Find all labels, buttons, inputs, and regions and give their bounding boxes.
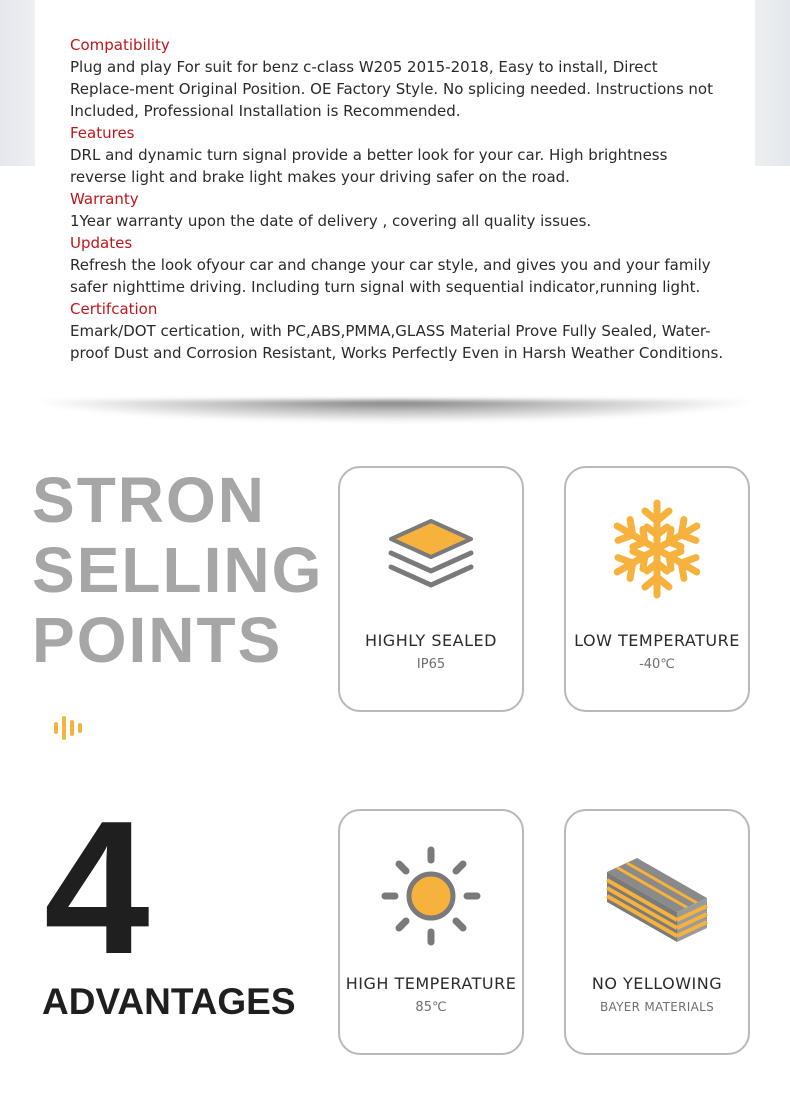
spec-heading: Compatibility [70, 36, 170, 54]
headline-line-1: STRON [32, 464, 266, 536]
spec-heading: Features [70, 124, 135, 142]
spec-heading: Certifcation [70, 300, 158, 318]
spec-warranty [70, 188, 755, 232]
spec-features [70, 122, 755, 188]
material-stack-icon [597, 850, 717, 950]
spec-text: Emark/DOT certication, with PC,ABS,PMMA,GLASS Material Prove Fully Sealed, Water-proof Dust and Corrosion Resistant, Works Perfectly Even in Harsh Weather Conditions. [70, 322, 724, 362]
card-shadow [40, 400, 750, 422]
feature-subtitle: BAYER MATERIALS [599, 1000, 714, 1014]
spec-compatibility [70, 34, 755, 122]
feature-subtitle: -40℃ [639, 657, 675, 672]
sun-icon [376, 841, 486, 951]
feature-title: HIGH TEMPERATURE [345, 974, 517, 993]
snowflake-icon [602, 494, 712, 604]
layers-icon [381, 517, 481, 601]
spec-updates [70, 232, 755, 298]
headline-line-3: POINTS [32, 604, 283, 676]
feature-card-no-yellowing [564, 809, 750, 1055]
spec-certification [70, 298, 755, 364]
spec-text: DRL and dynamic turn signal provide a better look for your car. High brightness reverse light and brake light makes your driving safer on the road. [70, 146, 668, 186]
feature-subtitle: IP65 [416, 657, 446, 672]
feature-subtitle: 85℃ [415, 1000, 447, 1015]
spec-text: 1Year warranty upon the date of delivery , covering all quality issues. [70, 212, 592, 230]
feature-title: LOW TEMPERATURE [574, 631, 740, 650]
spec-heading: Updates [70, 234, 133, 252]
feature-card-high-temp [338, 809, 524, 1055]
feature-card-low-temp [564, 466, 750, 712]
spec-text: Plug and play For suit for benz c-class W205 2015-2018, Easy to install, Direct Replace-ment Original Position. OE Factory Style. No splicing needed. lnstructions not Included, Professional Installation is Recommended. [70, 58, 713, 120]
advantages-label: ADVANTAGES [42, 981, 296, 1022]
feature-title: HIGHLY SEALED [365, 631, 497, 650]
advantage-count: 4 [44, 782, 150, 994]
feature-card-sealed [338, 466, 524, 712]
spec-heading: Warranty [70, 190, 139, 208]
headline-line-2: SELLING [32, 534, 324, 606]
spec-text: Refresh the look ofyour car and change your car style, and gives you and your family safer nighttime driving. Including turn signal with sequential indicator,running light. [70, 256, 711, 296]
feature-title: NO YELLOWING [591, 974, 723, 993]
bars-decoration-icon [53, 716, 83, 740]
spec-card [35, 0, 755, 404]
